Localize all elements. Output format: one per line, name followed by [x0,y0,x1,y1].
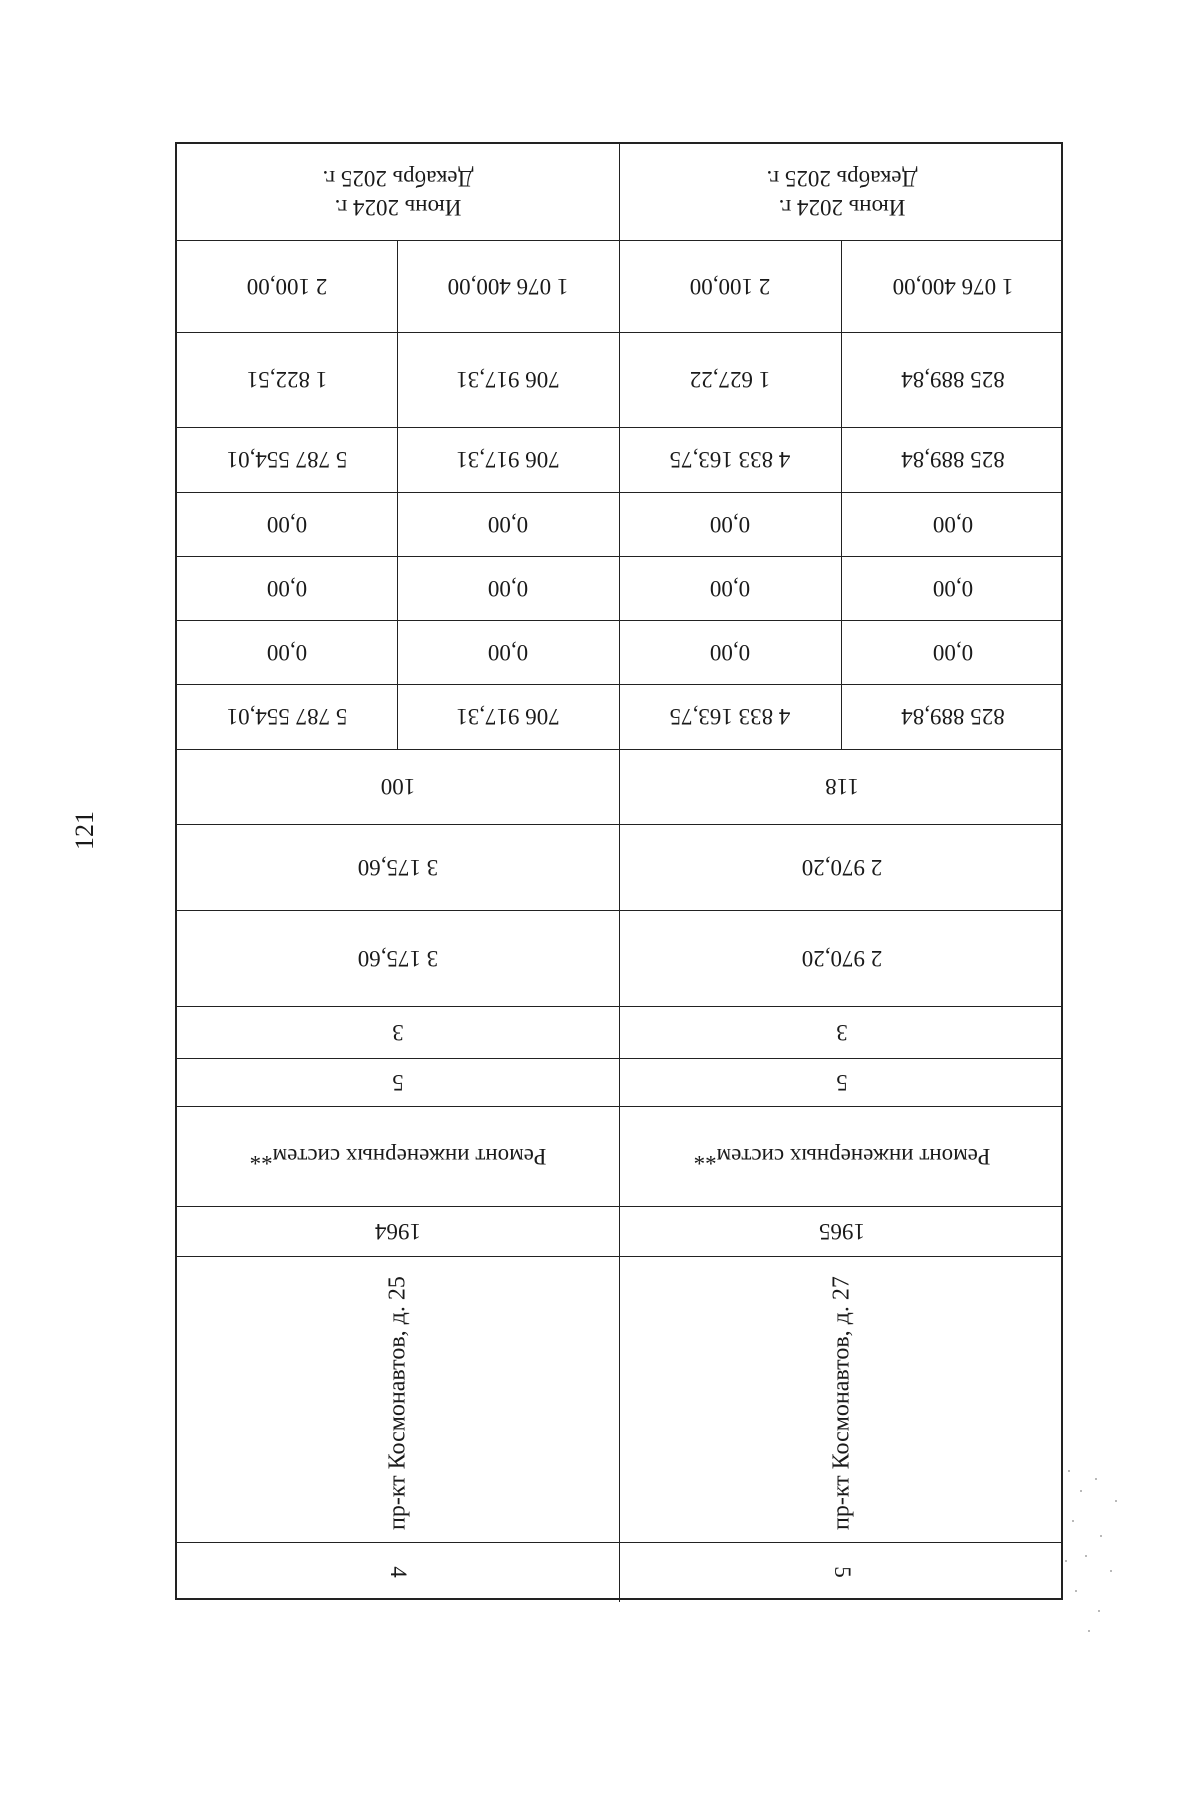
row-a-residents: 100 [380,774,416,800]
row-b-work-type: Ремонт инженерных систем** [693,1144,991,1169]
row-b-limit-left: 2 100,00 [689,274,771,299]
row-a-z3-left: 0,00 [266,512,308,537]
period-start: Июнь 2024 г. [778,194,906,220]
row-a-col3: 3 [392,1020,404,1045]
row-b-year: 1965 [819,1219,865,1244]
row-a-z3-right: 0,00 [487,512,529,537]
row-b-z1-left: 0,00 [709,640,751,665]
row-a-z1-right: 0,00 [487,640,529,665]
row-a-unit-right: 706 917,31 [456,367,560,393]
row-b-period [619,144,1065,240]
row-b-z3-left: 0,00 [709,512,751,537]
row-a-z2-left: 0,00 [266,576,308,601]
row-b-limit-right: 1 076 400,00 [892,274,1014,299]
row-b-area2: 2 970,20 [801,855,883,880]
row-b-z2-right: 0,00 [932,576,974,601]
row-a-limit-left: 2 100,00 [246,274,328,299]
row-b-col5: 5 [836,1070,848,1095]
row-b-sum-right: 825 889,84 [901,447,1005,473]
row-a-address: пр-кт Космонавтов, д. 25 [384,1276,411,1530]
row-a-col5: 5 [392,1070,404,1095]
row-b-sum-left: 4 833 163,75 [669,447,791,473]
row-a-index: 4 [386,1566,411,1578]
row-a-total-left: 5 787 554,01 [226,704,348,730]
row-a-area2: 3 175,60 [357,855,439,880]
period-end: Декабрь 2025 г. [766,166,918,191]
row-a-work-type: Ремонт инженерных систем** [249,1144,547,1169]
row-b-z2-left: 0,00 [709,576,751,601]
row-a-year: 1964 [375,1219,421,1244]
page-number: 121 [70,811,99,850]
row-b-z1-right: 0,00 [932,640,974,665]
row-b-col3: 3 [836,1020,848,1045]
row-a-sum-left: 5 787 554,01 [226,447,348,473]
row-b-total-right: 825 889,84 [901,704,1005,730]
repair-table [175,142,1063,1600]
row-a-total-right: 706 917,31 [456,704,560,730]
row-a-period [177,144,619,240]
period-start: Июнь 2024 г. [334,194,462,220]
row-b-total-left: 4 833 163,75 [669,704,791,730]
period-end: Декабрь 2025 г. [322,166,474,191]
row-b-z3-right: 0,00 [932,512,974,537]
scan-noise [1060,1460,1140,1660]
row-b-area1: 2 970,20 [801,946,883,971]
row-a-z1-left: 0,00 [266,640,308,665]
row-a-area1: 3 175,60 [357,946,439,971]
row-a-unit-left: 1 822,51 [246,367,328,393]
row-b-address: пр-кт Космонавтов, д. 27 [828,1276,855,1530]
row-a-z2-right: 0,00 [487,576,529,601]
row-b-residents: 118 [825,774,859,800]
row-b-unit-left: 1 627,22 [689,367,771,393]
row-a-limit-right: 1 076 400,00 [447,274,569,299]
row-a-sum-right: 706 917,31 [456,447,560,473]
row-b-unit-right: 825 889,84 [901,367,1005,393]
row-b-index: 5 [830,1566,855,1578]
